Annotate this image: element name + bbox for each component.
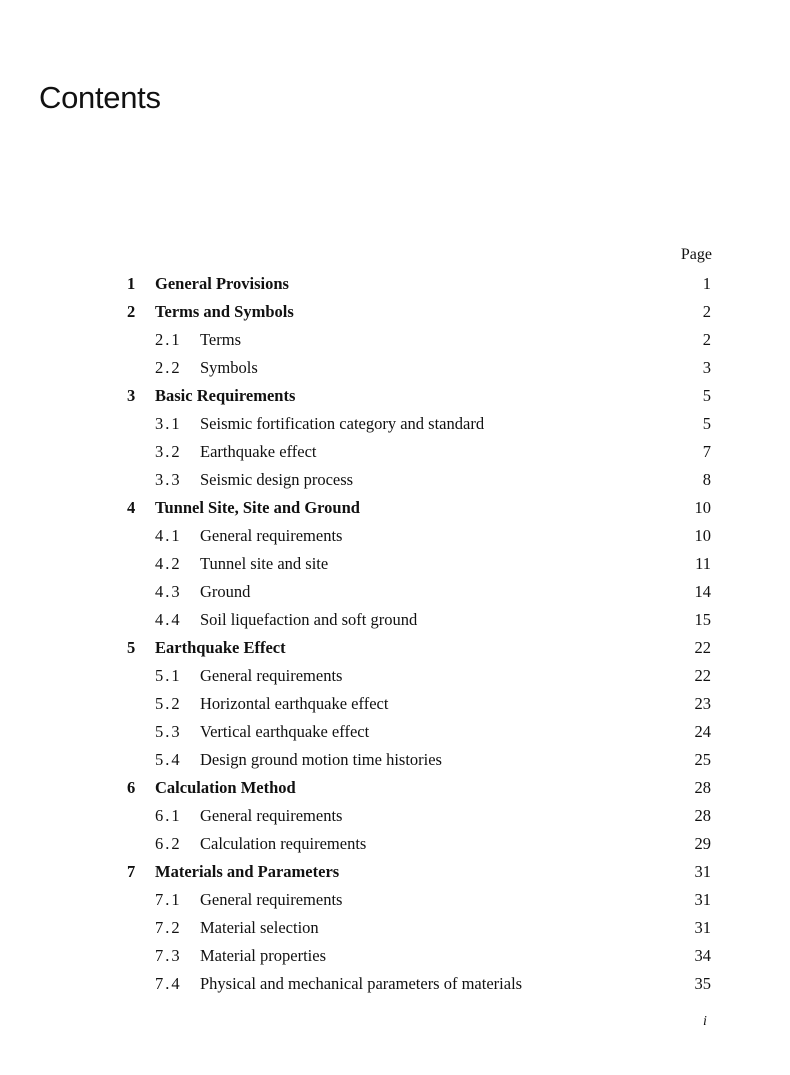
- entry-page-number: 31: [694, 918, 711, 937]
- entry-number: 3.1: [155, 414, 182, 433]
- entry-page-number: 7: [702, 442, 711, 461]
- entry-number: 6.2: [155, 834, 182, 853]
- toc-section-entry[interactable]: [0, 326, 790, 354]
- page-number-mark: i: [703, 1014, 707, 1029]
- toc-section-entry[interactable]: [0, 802, 790, 830]
- entry-page-number: 28: [694, 806, 711, 825]
- entry-page-number: 10: [694, 498, 711, 517]
- entry-title: Tunnel Site, Site and Ground: [155, 498, 360, 517]
- entry-title: Soil liquefaction and soft ground: [200, 610, 418, 629]
- entry-page-number: 3: [702, 358, 711, 377]
- toc-chapter-entry[interactable]: [0, 634, 790, 662]
- entry-page-number: 5: [702, 414, 711, 433]
- entry-number: 4.2: [155, 554, 182, 573]
- entry-title: Symbols: [200, 358, 258, 377]
- entry-page-number: 11: [695, 554, 711, 573]
- entry-number: 4.3: [155, 582, 182, 601]
- entry-number: 5.3: [155, 722, 182, 741]
- entry-page-number: 14: [694, 582, 711, 601]
- entry-number: 3: [127, 386, 136, 405]
- entry-number: 2.2: [155, 358, 182, 377]
- entry-number: 2.1: [155, 330, 182, 349]
- entry-title: General requirements: [200, 806, 343, 825]
- entry-title: Terms: [200, 330, 242, 349]
- entry-page-number: 31: [694, 890, 711, 909]
- entry-number: 7.3: [155, 946, 182, 965]
- toc-chapter-entry[interactable]: [0, 382, 790, 410]
- entry-number: 4.1: [155, 526, 182, 545]
- entry-title: General Provisions: [155, 274, 289, 293]
- entry-number: 6: [127, 778, 136, 797]
- entry-page-number: 15: [694, 610, 711, 629]
- toc-section-entry[interactable]: [0, 578, 790, 606]
- entry-number: 7.1: [155, 890, 182, 909]
- entry-title: Horizontal earthquake effect: [200, 694, 389, 713]
- toc-section-entry[interactable]: [0, 438, 790, 466]
- toc-section-entry[interactable]: [0, 550, 790, 578]
- entry-title: Material properties: [200, 946, 326, 965]
- entry-number: 4: [127, 498, 136, 517]
- entry-title: Calculation requirements: [200, 834, 367, 853]
- toc-chapter-entry[interactable]: [0, 858, 790, 886]
- toc-section-entry[interactable]: [0, 662, 790, 690]
- toc-chapter-entry[interactable]: [0, 774, 790, 802]
- entry-page-number: 25: [694, 750, 711, 769]
- entry-title: Materials and Parameters: [155, 862, 340, 881]
- toc-section-entry[interactable]: [0, 410, 790, 438]
- entry-title: Design ground motion time histories: [200, 750, 442, 769]
- toc-section-entry[interactable]: [0, 354, 790, 382]
- entry-page-number: 10: [694, 526, 711, 545]
- page-title: Contents: [39, 80, 161, 115]
- entry-number: 7.4: [155, 974, 182, 993]
- entry-page-number: 28: [694, 778, 711, 797]
- toc-section-entry[interactable]: [0, 718, 790, 746]
- toc-section-entry[interactable]: [0, 830, 790, 858]
- entry-title: Earthquake Effect: [155, 638, 286, 657]
- toc-section-entry[interactable]: [0, 942, 790, 970]
- entry-page-number: 8: [702, 470, 711, 489]
- entry-number: 5: [127, 638, 136, 657]
- toc-chapter-entry[interactable]: [0, 494, 790, 522]
- entry-number: 7.2: [155, 918, 182, 937]
- entry-page-number: 22: [694, 666, 711, 685]
- entry-page-number: 2: [702, 330, 711, 349]
- entry-page-number: 1: [702, 274, 711, 293]
- entry-page-number: 24: [694, 722, 711, 741]
- entry-title: Vertical earthquake effect: [200, 722, 370, 741]
- toc-chapter-entry[interactable]: [0, 270, 790, 298]
- entry-title: Earthquake effect: [200, 442, 317, 461]
- entry-number: 5.4: [155, 750, 182, 769]
- entry-title: General requirements: [200, 526, 343, 545]
- page-column-header: Page: [680, 246, 712, 263]
- entry-title: Physical and mechanical parameters of materials: [200, 974, 523, 993]
- entry-title: Material selection: [200, 918, 319, 937]
- entry-number: 3.2: [155, 442, 182, 461]
- entry-page-number: 34: [694, 946, 711, 965]
- entry-title: Seismic fortification category and standard: [200, 414, 485, 433]
- table-of-contents: [0, 270, 790, 998]
- entry-title: Seismic design process: [200, 470, 354, 489]
- entry-title: Calculation Method: [155, 778, 296, 797]
- entry-title: General requirements: [200, 666, 343, 685]
- entry-number: 6.1: [155, 806, 182, 825]
- entry-number: 2: [127, 302, 136, 321]
- entry-page-number: 2: [702, 302, 711, 321]
- entry-number: 7: [127, 862, 136, 881]
- toc-chapter-entry[interactable]: [0, 298, 790, 326]
- entry-title: Terms and Symbols: [155, 302, 294, 321]
- toc-section-entry[interactable]: [0, 466, 790, 494]
- entry-number: 3.3: [155, 470, 182, 489]
- toc-section-entry[interactable]: [0, 886, 790, 914]
- entry-title: Ground: [200, 582, 251, 601]
- entry-page-number: 5: [702, 386, 711, 405]
- entry-number: 1: [127, 274, 136, 293]
- entry-title: Tunnel site and site: [200, 554, 329, 573]
- entry-page-number: 23: [694, 694, 711, 713]
- entry-title: General requirements: [200, 890, 343, 909]
- entry-number: 5.2: [155, 694, 182, 713]
- entry-page-number: 22: [694, 638, 711, 657]
- toc-section-entry[interactable]: [0, 746, 790, 774]
- entry-page-number: 29: [694, 834, 711, 853]
- entry-number: 5.1: [155, 666, 182, 685]
- toc-section-entry[interactable]: [0, 914, 790, 942]
- entry-title: Basic Requirements: [155, 386, 296, 405]
- toc-section-entry[interactable]: [0, 690, 790, 718]
- entry-number: 4.4: [155, 610, 182, 629]
- toc-section-entry[interactable]: [0, 522, 790, 550]
- entry-page-number: 31: [694, 862, 711, 881]
- toc-section-entry[interactable]: [0, 606, 790, 634]
- entry-page-number: 35: [694, 974, 711, 993]
- toc-section-entry[interactable]: [0, 970, 790, 998]
